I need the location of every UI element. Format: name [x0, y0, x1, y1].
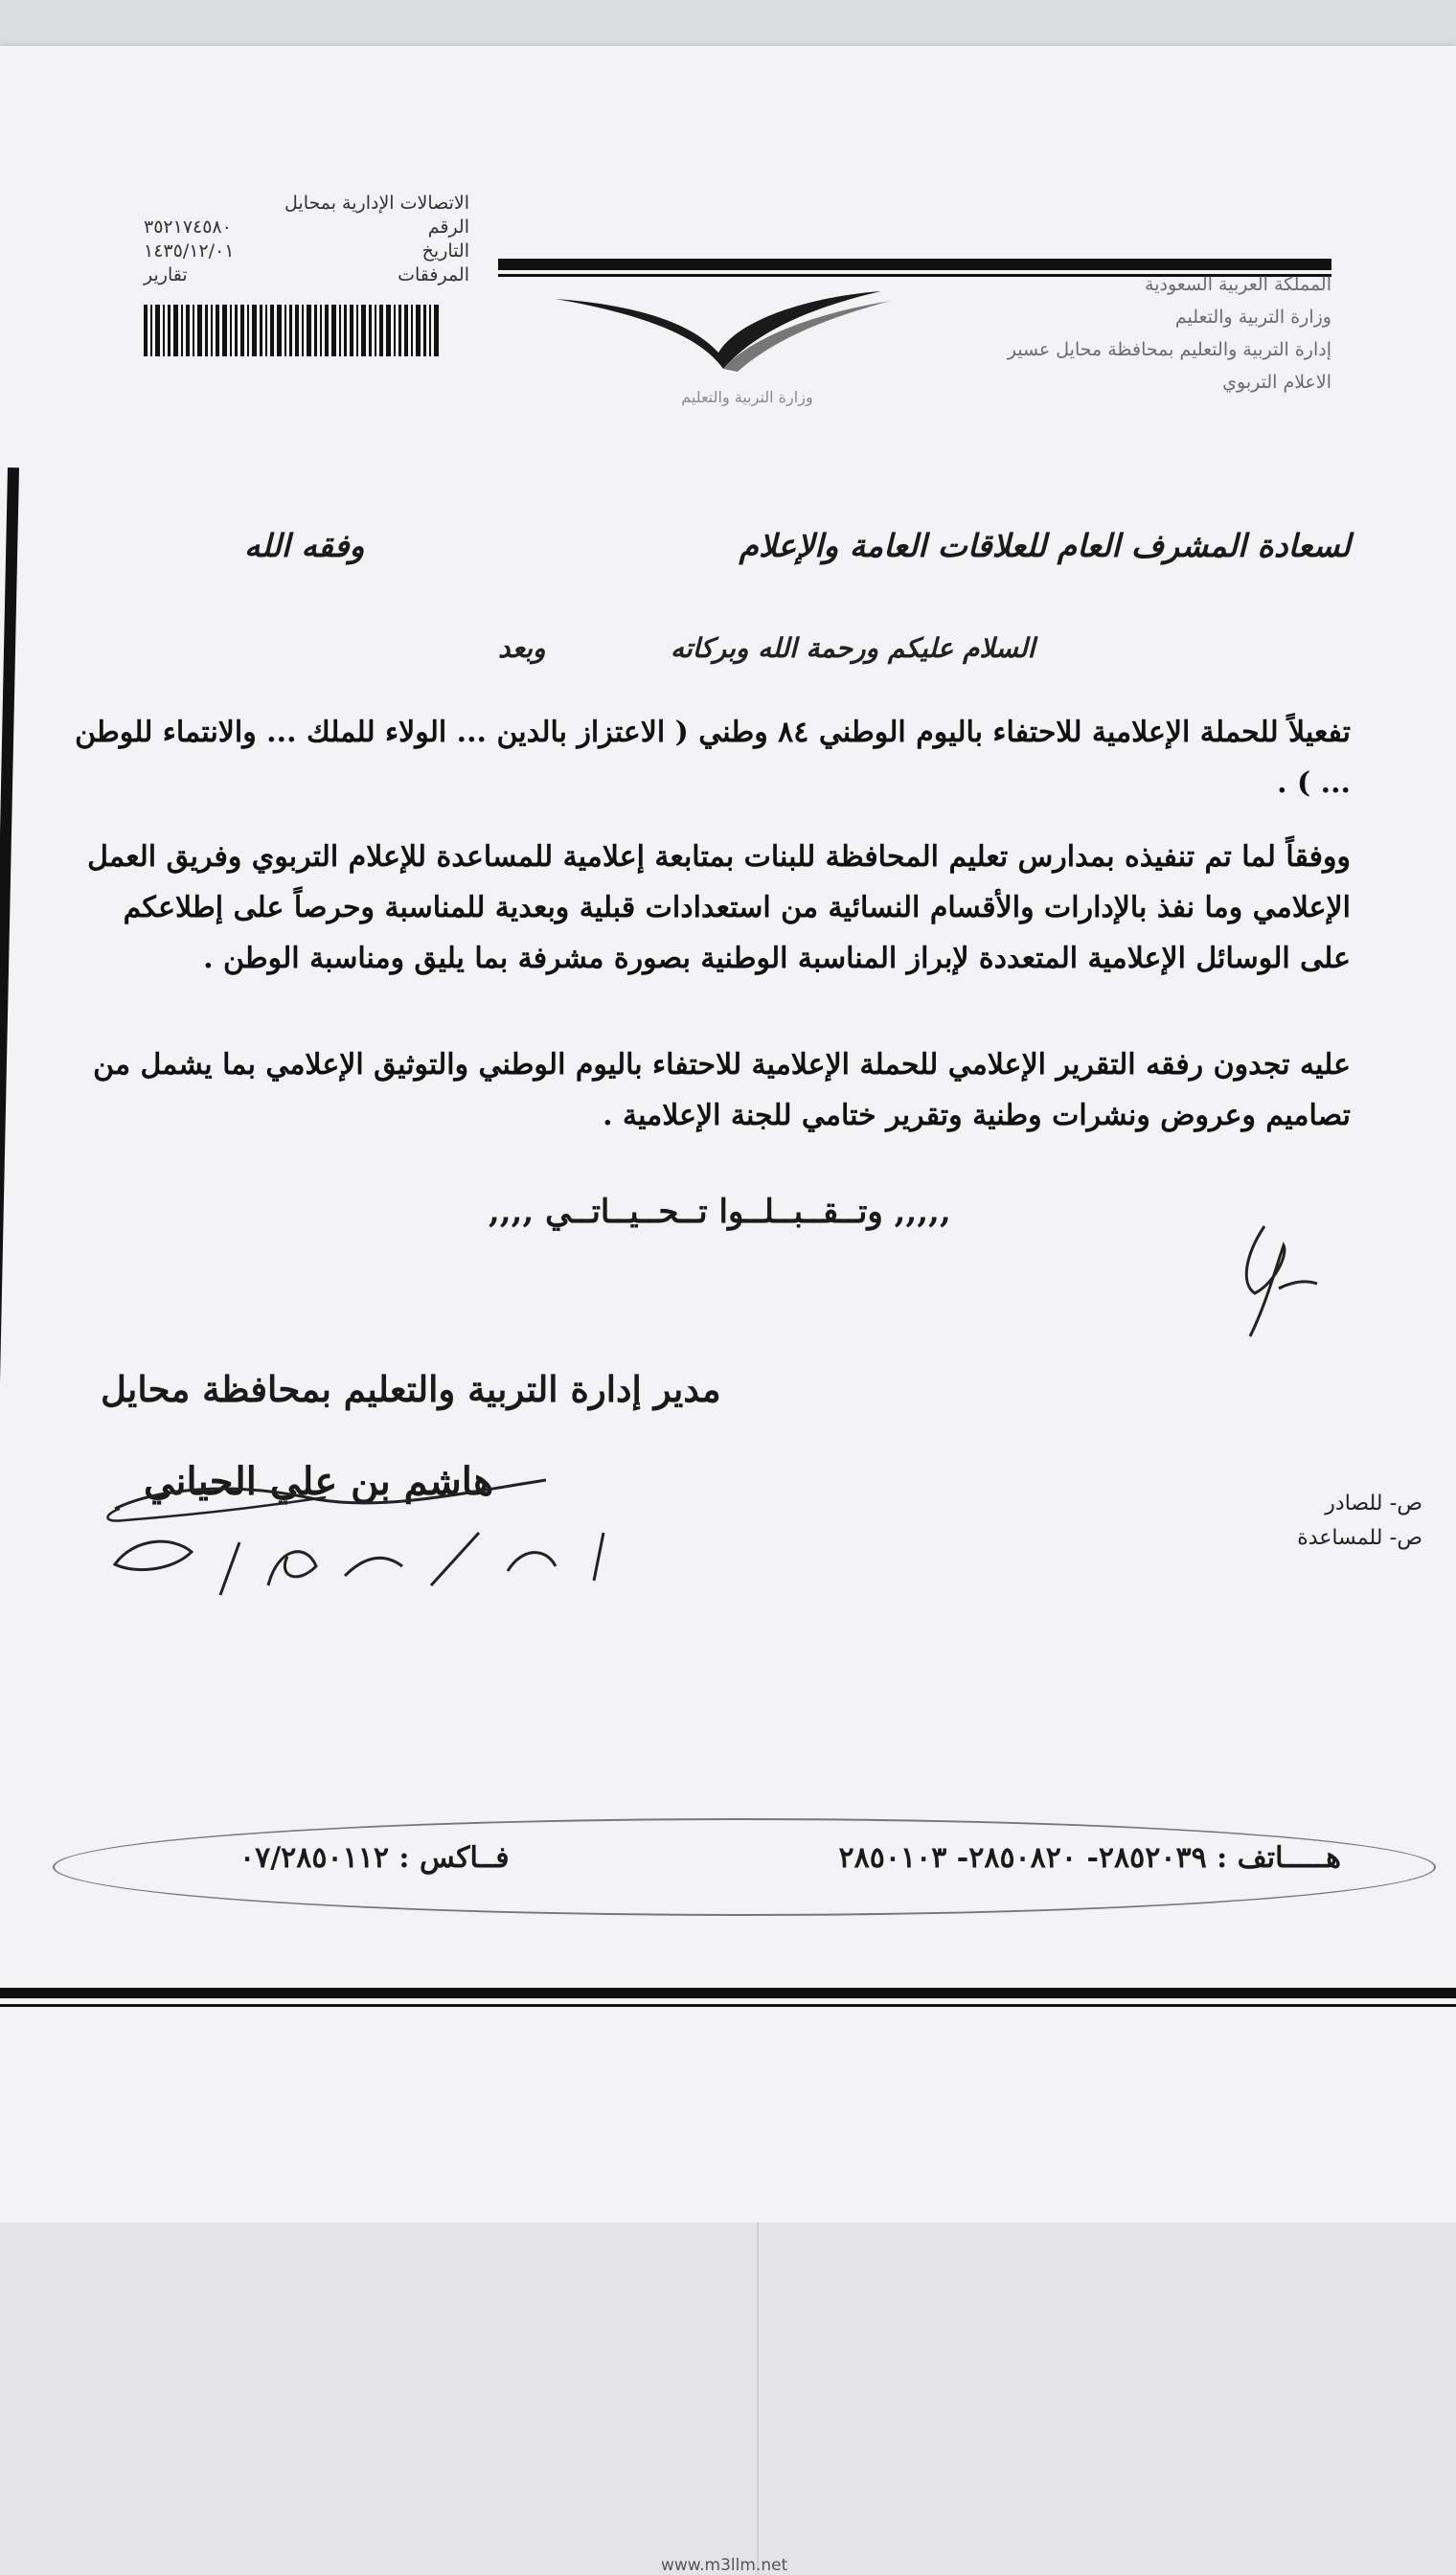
left-margin-rule — [0, 467, 19, 1387]
ref-number-row — [144, 216, 469, 239]
paragraph-details: ووفقاً لما تم تنفيذه بمدارس تعليم المحافظة للبنات بمتابعة إعلامية للمساعدة للإعلام التربوي وفريق العمل الإعلامي وما نفذ بالإدارات والأقسام النسائية من استعدادات قبلية وبعدية للمناسبة وحرصاً على إطلاعكم على الوسائل الإعلامية المتعددة لإبراز المناسبة الوطنية بصورة مشرفة بما يليق ومناسبة الوطن . — [87, 840, 1351, 975]
footer-rule-thin — [0, 2004, 1456, 2007]
attachments-value: تقارير — [144, 264, 188, 285]
cc-item: ص- للمساعدة — [1297, 1526, 1422, 1550]
ref-number: ٣٥٢١٧٤٥٨٠ — [144, 216, 232, 238]
handwritten-signature-icon — [96, 1451, 632, 1605]
greeting: السلام عليكم ورحمة الله وبركاته — [671, 632, 1035, 664]
addressee-suffix: وفقه الله — [244, 527, 365, 564]
attachments-row — [144, 263, 469, 287]
underlying-sheet — [0, 2222, 1456, 2575]
site-watermark: www.m3llm.net — [661, 2556, 788, 2575]
ministry-header — [891, 268, 1331, 399]
ministry-line: المملكة العربية السعودية — [1145, 274, 1331, 295]
closing-greeting: ,,,,, وتــقــبــلــوا تــحــيــاتــي ,,,, — [489, 1193, 951, 1231]
fax-number: فــاكس : ٠٧/٢٨٥٠١١٢ — [239, 1841, 510, 1875]
signature-name: هاشم بن علي الحياني — [144, 1459, 494, 1504]
logo-caption: وزارة التربية والتعليم — [681, 388, 813, 406]
addressee: لسعادة المشرف العام للعلاقات العامة والإعلام — [739, 527, 1351, 564]
reference-block — [144, 192, 469, 287]
ref-number-label: الرقم — [427, 216, 469, 238]
ministry-line: وزارة التربية والتعليم — [1174, 307, 1331, 328]
ministry-line: الاعلام التربوي — [1222, 372, 1331, 393]
date-label: التاريخ — [421, 240, 469, 262]
barcode — [144, 305, 441, 356]
paragraph-attachment: عليه تجدون رفقه التقرير الإعلامي للحملة الإعلامية للاحتفاء باليوم الوطني والتوثيق الإعلامي بما يشمل من تصاميم وعروض ونشرات وطنية وتقرير ختامي للجنة الإعلامية . — [93, 1048, 1351, 1132]
signature-title: مدير إدارة التربية والتعليم بمحافظة محايل — [101, 1368, 721, 1410]
admin-comms: الاتصالات الإدارية بمحايل — [284, 193, 469, 214]
date-row — [144, 239, 469, 263]
footer-rule-thick — [0, 1988, 1456, 1998]
cc-list — [1297, 1487, 1422, 1556]
paper-fold — [757, 2222, 759, 2575]
greeting-suffix: وبعد — [498, 632, 546, 664]
paragraph-intro: تفعيلاً للحملة الإعلامية للاحتفاء باليوم الوطني ٨٤ وطني ( الاعتزاز بالدين ... الولاء للملك ... والانتماء للوطن ... ) . — [75, 716, 1351, 800]
date-value: ١٤٣٥/١٢/٠١ — [144, 240, 235, 262]
initials-scribble-icon — [1236, 1217, 1322, 1341]
ministry-line: إدارة التربية والتعليم بمحافظة محايل عسير — [1007, 339, 1331, 360]
phone-numbers: هـــــاتف : ٢٨٥٢٠٣٩- ٢٨٥٠٨٢٠- ٢٨٥٠١٠٣ — [838, 1841, 1341, 1875]
cc-item: ص- للصادر — [1325, 1492, 1422, 1515]
attachments-label: المرفقات — [398, 264, 469, 285]
